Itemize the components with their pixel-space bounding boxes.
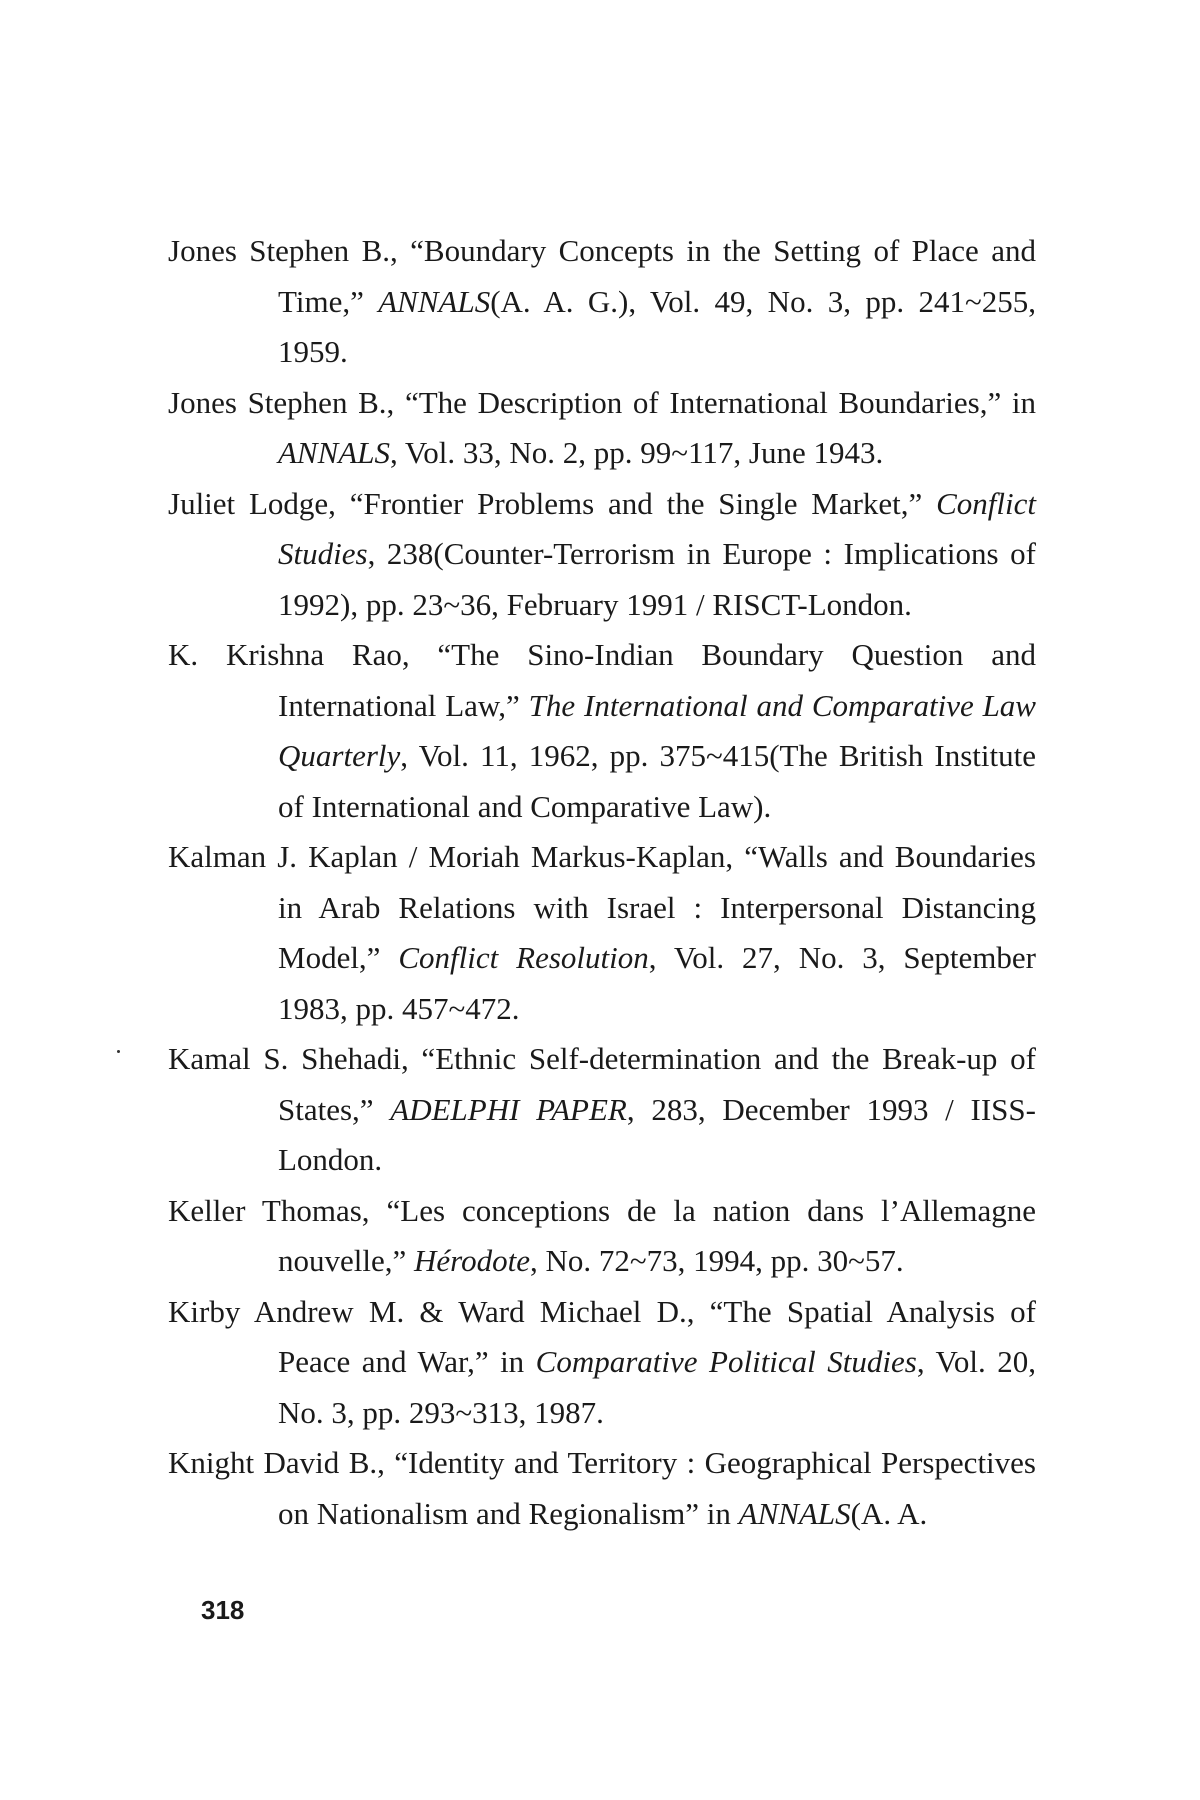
reference-entry: Kirby Andrew M. & Ward Michael D., “The Spatial Analysis of Peace and War,” in Comparative Political Studies, Vol. 20, No. 3, pp. 293~313, 1987. (168, 1293, 1036, 1430)
reference-entry: Knight David B., “Identity and Territory : Geographical Perspectives on Nationalism and Regionalism” in ANNALS(A. A. (168, 1445, 1036, 1531)
reference-list (168, 226, 1036, 1539)
journal-title: The International and Comparative Law Quarterly (278, 687, 1036, 773)
reference-entry: Jones Stephen B., “Boundary Concepts in the Setting of Place and Time,” ANNALS(A. A. G.), Vol. 49, No. 3, pp. 241~255, 1959. (168, 233, 1037, 369)
journal-title: Conflict Resolution (398, 940, 649, 975)
journal-title: ADELPHI PAPER (390, 1091, 627, 1127)
scan-speck (117, 1050, 120, 1053)
page-number: 318 (201, 1595, 245, 1625)
journal-title: Hérodote (414, 1243, 530, 1278)
journal-title: ANNALS (738, 1495, 851, 1531)
reference-entry: Kalman J. Kaplan / Moriah Markus-Kaplan, “Walls and Boundaries in Arab Relations with Israel : Interpersonal Distancing Model,” Conflict Resolution, Vol. 27, No. 3, September 1983, pp. 457~472. (168, 839, 1036, 1026)
reference-entry: Kamal S. Shehadi, “Ethnic Self-determination and the Break-up of States,” ADELPHI PAPER, 283, December 1993 / IISS-London. (168, 1041, 1036, 1177)
journal-title: ANNALS (378, 283, 491, 319)
reference-entry: K. Krishna Rao, “The Sino-Indian Boundary Question and International Law,” The International and Comparative Law Quarterly, Vol. 11, 1962, pp. 375~415(The British Institute of International and Comparative Law). (168, 637, 1036, 824)
journal-title: Conflict Studies (278, 485, 1036, 571)
journal-title: ANNALS (278, 435, 390, 470)
reference-entry: Keller Thomas, “Les conceptions de la nation dans l’Allemagne nouvelle,” Hérodote, No. 72~73, 1994, pp. 30~57. (168, 1192, 1036, 1278)
reference-entry: Jones Stephen B., “The Description of International Boundaries,” in ANNALS, Vol. 33, No. 2, pp. 99~117, June 1943. (168, 384, 1036, 470)
reference-entry: Juliet Lodge, “Frontier Problems and the Single Market,” Conflict Studies, 238(Counter-Terrorism in Europe : Implications of 1992), pp. 23~36, February 1991 / RISCT-London. (168, 485, 1036, 622)
journal-title: Comparative Political Studies (535, 1344, 917, 1379)
